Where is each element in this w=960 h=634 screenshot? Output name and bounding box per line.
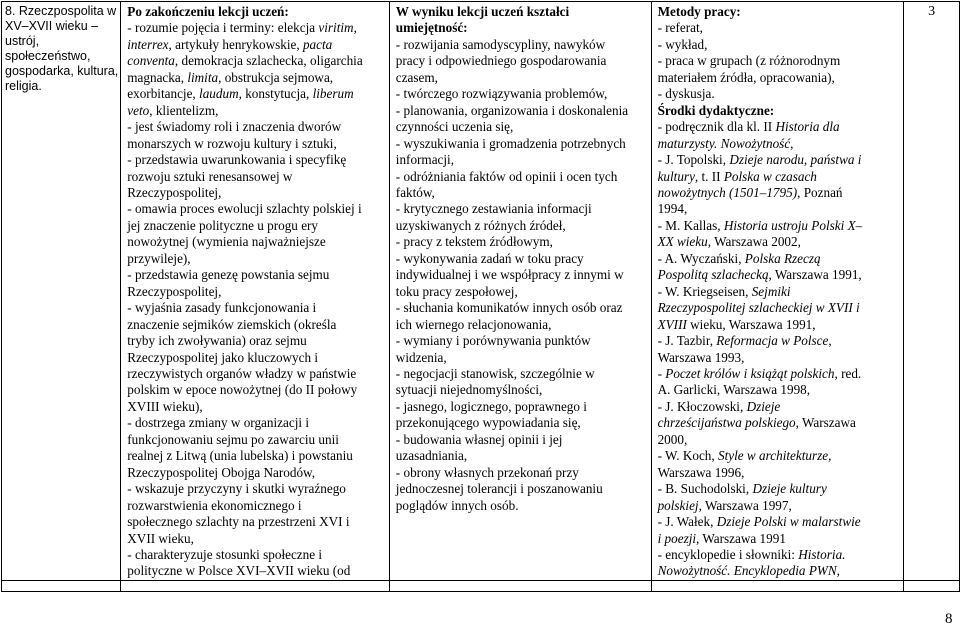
text-segment: rozwarstwienia ekonomicznego i — [127, 497, 302, 513]
text-line — [127, 415, 385, 431]
text-segment: polskiej — [657, 497, 699, 513]
text-segment: , red. — [834, 365, 862, 381]
text-segment: Polska w czasach — [723, 168, 817, 184]
text-segment: - praca w grupach (z różnorodnym — [657, 53, 841, 69]
text-line: uzasadniania, — [395, 448, 468, 464]
text-segment: , — [790, 135, 794, 151]
text-segment: znaczenie sejmików ziemskich (określa — [127, 316, 337, 332]
text-line: faktów, — [395, 184, 435, 200]
text-segment: - — [657, 365, 666, 381]
text-segment: chrześcijaństwa polskiego — [657, 415, 796, 431]
text-line: - rozwijania samodyscypliny, nawyków — [395, 36, 606, 52]
text-line — [127, 333, 385, 349]
text-line — [127, 37, 385, 53]
text-line — [127, 234, 385, 250]
text-segment: polskim w epoce nowożytnej (do II połowy — [127, 382, 358, 398]
text-segment: , klientelizm, — [149, 102, 219, 118]
text-line — [658, 300, 900, 316]
text-line: XV–XVII wieku – — [5, 19, 99, 33]
text-segment: kultury — [657, 168, 695, 184]
text-line — [127, 531, 385, 547]
text-segment: - wyjaśnia zasady funkcjonowania i — [127, 300, 317, 316]
text-segment: interrex — [127, 36, 169, 52]
text-line: - odróżniania faktów od opinii i ocen tych — [395, 168, 618, 184]
text-line: czasem, — [395, 69, 438, 85]
text-segment: - omawia proces ewolucji szlachty polskiej i — [127, 201, 362, 217]
text-segment: viritim — [318, 20, 354, 36]
text-line: przekonującego wypowiadania się, — [395, 415, 581, 431]
text-line — [658, 563, 900, 579]
text-line: - twórczego rozwiązywania problemów, — [395, 86, 608, 102]
text-line — [127, 169, 385, 185]
curriculum-table — [1, 1, 960, 592]
text-line: poglądów innych osób. — [395, 497, 519, 513]
text-segment: Historia dla — [775, 119, 840, 135]
text-line — [658, 547, 900, 563]
methods-heading: Metody pracy: — [657, 4, 741, 19]
text-segment: - J. Wałek, — [657, 514, 717, 530]
text-line — [127, 152, 385, 168]
methods-cell — [651, 2, 904, 581]
text-segment: Rzeczypospolitej szlacheckiej w XVII i — [657, 300, 860, 316]
text-line — [127, 119, 385, 135]
text-segment: Sejmiki — [751, 283, 791, 299]
text-line: ich wiernego relacjonowania, — [395, 316, 552, 332]
text-segment: - B. Suchodolski, — [657, 481, 753, 497]
text-segment: Dzieje narodu, państwa i — [729, 152, 862, 168]
text-line — [658, 531, 900, 547]
outcomes-text — [121, 2, 389, 580]
text-line — [658, 251, 900, 267]
text-segment: - referat, — [657, 20, 703, 36]
text-segment: , — [836, 563, 840, 579]
text-line — [658, 481, 900, 497]
text-segment: jej znaczenie polityczne u progu ery — [127, 217, 319, 233]
text-segment: - J. Kłoczowski, — [657, 398, 747, 414]
empty-cell — [651, 580, 904, 591]
text-line: umiejętność: — [395, 20, 468, 36]
text-segment: - W. Kriegseisen, — [657, 283, 752, 299]
text-segment: funkcjonowaniu sejmu po zawarciu unii — [127, 431, 339, 447]
lesson-count-cell — [904, 2, 960, 581]
text-segment: maturzysty. Nowożytność — [657, 135, 791, 151]
text-line — [658, 399, 900, 415]
text-line: pracy i odpowiedniego gospodarowania — [395, 53, 607, 69]
text-line — [658, 70, 900, 86]
text-line — [127, 563, 385, 579]
text-line — [127, 465, 385, 481]
text-line: - krytycznego zestawiania informacji — [395, 201, 592, 217]
text-segment: - J. Topolski, — [657, 152, 730, 168]
text-line — [658, 350, 900, 366]
text-segment: , Warszawa 2002, — [707, 234, 801, 250]
text-line — [127, 251, 385, 267]
text-segment: conventa — [127, 53, 175, 69]
text-line: 8. Rzeczpospolita w — [5, 4, 117, 18]
text-segment: 2000, — [657, 431, 688, 447]
text-segment: monarszych w rozwoju kultury i sztuki, — [127, 135, 337, 151]
skills-heading — [396, 4, 647, 37]
text-segment: , Warszawa 1991 — [696, 530, 786, 546]
text-segment: XVII wieku, — [127, 530, 194, 546]
text-segment: - dyskusja. — [657, 86, 715, 102]
text-line: - wyszukiwania i gromadzenia potrzebnych — [395, 135, 626, 151]
text-segment: Rzeczypospolitej Obojga Narodów, — [127, 464, 316, 480]
text-line: toku pracy zespołowej, — [395, 283, 518, 299]
methods-text — [652, 2, 904, 580]
text-line — [127, 350, 385, 366]
text-line — [658, 317, 900, 333]
text-segment: , demokracja szlachecka, oligarchia — [174, 53, 363, 69]
text-line — [658, 415, 900, 431]
text-segment: - wskazuje przyczyny i skutki wyraźnego — [127, 481, 346, 497]
text-segment: , Poznań — [797, 184, 843, 200]
text-line: - pracy z tekstem źródłowym, — [395, 234, 553, 250]
text-line — [658, 185, 900, 201]
table-row — [2, 2, 960, 581]
topic-text — [2, 2, 120, 94]
text-segment: , konstytucja, — [238, 86, 313, 102]
text-line — [127, 70, 385, 86]
text-segment: rozwoju sztuki renesansowej w — [127, 168, 293, 184]
text-segment: , Warszawa 1991, — [768, 267, 862, 283]
text-line — [127, 300, 385, 316]
text-segment: wieku, Warszawa 1991, — [686, 316, 816, 332]
text-segment: , — [353, 20, 357, 36]
page-number: 8 — [945, 611, 953, 627]
text-line — [658, 136, 900, 152]
text-line: - wykonywania zadań w toku pracy — [395, 250, 584, 266]
table-row — [2, 580, 960, 591]
text-line — [127, 136, 385, 152]
text-segment: Dzieje kultury — [752, 481, 827, 497]
text-line — [127, 185, 385, 201]
text-segment: Pospolitą szlachecką — [657, 267, 769, 283]
text-segment: Nowożytność. Encyklopedia PWN — [657, 563, 837, 579]
topic-cell — [2, 2, 121, 581]
text-line — [127, 399, 385, 415]
text-line — [658, 53, 900, 69]
text-line — [658, 218, 900, 234]
text-line — [127, 317, 385, 333]
text-line — [658, 201, 900, 217]
text-line — [658, 234, 900, 250]
aids-heading: Środki dydaktyczne: — [657, 102, 775, 118]
text-segment: - rozumie pojęcia i terminy: elekcja — [127, 20, 319, 36]
text-line — [658, 514, 900, 530]
text-line — [127, 267, 385, 283]
text-line — [658, 382, 900, 398]
text-segment: - jest świadomy roli i znaczenia dworów — [127, 119, 342, 135]
text-segment: polityczne w Polsce XVI–XVII wieku (od — [127, 563, 351, 579]
text-line: społeczeństwo, — [5, 49, 91, 63]
text-segment: - dostrzega zmiany w organizacji i — [127, 415, 310, 431]
text-segment: Rzeczypospolitej, — [127, 283, 222, 299]
text-line: sytuacji niejednomyślności, — [395, 382, 543, 398]
text-line — [127, 481, 385, 497]
text-line: - negocjacji stanowisk, szczególnie w — [395, 365, 595, 381]
text-segment: nowożytnej (wymienia najważniejsze — [127, 234, 326, 250]
text-segment: laudum — [199, 86, 239, 102]
text-segment: A. Garlicki, Warszawa 1998, — [657, 382, 811, 398]
text-segment: - przedstawia uwarunkowania i specyfikę — [127, 152, 347, 168]
text-line — [127, 103, 385, 119]
text-segment: , — [828, 333, 832, 349]
text-segment: Style w architekturze — [718, 448, 829, 464]
text-line — [127, 201, 385, 217]
text-line — [658, 152, 900, 168]
text-line — [127, 448, 385, 464]
text-segment: , artykuły henrykowskie, — [168, 36, 303, 52]
text-segment: Dzieje Polski w malarstwie — [716, 514, 861, 530]
text-segment: , t. II — [694, 168, 724, 184]
text-line — [127, 547, 385, 563]
text-segment: , — [828, 448, 832, 464]
text-segment: - podręcznik dla kl. II — [657, 119, 776, 135]
text-line — [658, 448, 900, 464]
skills-text — [390, 2, 651, 514]
text-segment: - encyklopedie i słowniki: — [657, 546, 799, 562]
text-segment: Historia ustroju Polski X– — [723, 217, 863, 233]
empty-cell — [904, 580, 960, 591]
text-segment: - W. Koch, — [657, 448, 718, 464]
text-segment: magnacka, — [127, 69, 188, 85]
text-line — [658, 498, 900, 514]
text-line — [658, 86, 900, 102]
text-segment: - J. Tazbir, — [657, 333, 717, 349]
text-segment: przywileje), — [127, 250, 191, 266]
text-line — [658, 333, 900, 349]
text-segment: - charakteryzuje stosunki społeczne i — [127, 546, 323, 562]
text-segment: XX wieku — [657, 234, 708, 250]
text-segment: Dzieje — [746, 398, 781, 414]
text-line: - jasnego, logicznego, poprawnego i — [395, 398, 587, 414]
text-segment: 1994, — [657, 201, 688, 217]
text-line — [658, 284, 900, 300]
text-line: - budowania własnej opinii i jej — [395, 431, 563, 447]
text-segment: XVIII — [657, 316, 687, 332]
text-segment: Warszawa 1993, — [657, 349, 745, 365]
text-segment: - A. Wyczański, — [657, 250, 745, 266]
outcomes-heading: Po zakończeniu lekcji uczeń: — [127, 4, 289, 19]
text-segment: - M. Kallas, — [657, 217, 724, 233]
text-line — [127, 218, 385, 234]
text-line — [658, 432, 900, 448]
text-line — [658, 465, 900, 481]
text-segment: limita — [187, 69, 219, 85]
text-segment: Rzeczypospolitej jako kluczowych i — [127, 349, 319, 365]
text-line: widzenia, — [395, 349, 447, 365]
text-line — [127, 86, 385, 102]
lesson-count: 3 — [928, 4, 936, 19]
text-line — [127, 366, 385, 382]
empty-cell — [389, 580, 651, 591]
text-line — [658, 169, 900, 185]
text-line — [658, 37, 900, 53]
text-line — [127, 432, 385, 448]
text-segment: realnej z Litwą (unia lubelska) i powstaniu — [127, 448, 353, 464]
text-line — [127, 20, 385, 36]
text-segment: , obstrukcja sejmowa, — [218, 69, 334, 85]
text-line: religia. — [5, 79, 42, 93]
text-segment: liberum — [312, 86, 354, 102]
text-line: indywidualnej i we współpracy z innymi w — [395, 267, 624, 283]
text-line — [127, 514, 385, 530]
text-line — [127, 498, 385, 514]
text-segment: , Warszawa — [795, 415, 856, 431]
text-segment: i poezji — [657, 530, 697, 546]
text-line: W wyniku lekcji uczeń kształci — [395, 4, 570, 19]
text-segment: , Warszawa 1997, — [698, 497, 792, 513]
text-line — [127, 382, 385, 398]
text-line — [658, 119, 900, 135]
empty-cell — [2, 580, 121, 591]
text-line — [658, 366, 900, 382]
text-segment: tryby ich zwoływania) oraz sejmu — [127, 333, 307, 349]
text-line: gospodarka, kultura, — [5, 64, 119, 78]
text-segment: społecznego szlachty na przestrzeni XVI i — [127, 514, 350, 530]
text-segment: - wykład, — [657, 36, 708, 52]
text-line — [127, 53, 385, 69]
text-line — [127, 284, 385, 300]
text-line: informacji, — [395, 152, 455, 168]
text-line: ustrój, — [5, 34, 40, 48]
text-line: jednoczesnej tolerancji i poszanowaniu — [395, 481, 603, 497]
text-segment: rzeczywistych organów władzy w państwie — [127, 365, 357, 381]
skills-cell — [389, 2, 651, 581]
text-segment: - przedstawia genezę powstania sejmu — [127, 267, 330, 283]
text-segment: Poczet królów i książąt polskich — [665, 365, 835, 381]
text-line — [658, 20, 900, 36]
text-line: - obrony własnych przekonań przy — [395, 464, 579, 480]
outcomes-cell — [121, 2, 390, 581]
text-segment: Warszawa 1996, — [657, 464, 745, 480]
text-line: - słuchania komunikatów innych osób oraz — [395, 300, 623, 316]
text-segment: Historia. — [798, 546, 846, 562]
text-segment: XVIII wieku), — [127, 398, 203, 414]
text-segment: veto — [127, 102, 150, 118]
text-segment: pacta — [302, 36, 333, 52]
empty-cell — [121, 580, 390, 591]
text-segment: Reformacja w Polsce — [716, 333, 829, 349]
text-line: uzyskiwanych z różnych źródeł, — [395, 217, 566, 233]
text-line: czynności uczenia się, — [395, 119, 514, 135]
text-line — [658, 267, 900, 283]
text-segment: exorbitancje, — [127, 86, 200, 102]
text-segment: nowożytnych (1501–1795) — [657, 184, 798, 200]
text-line: - planowania, organizowania i doskonalenia — [395, 102, 629, 118]
text-segment: materiałem źródła, opracowania), — [657, 69, 835, 85]
text-line: - wymiany i porównywania punktów — [395, 333, 591, 349]
text-segment: Polska Rzeczą — [744, 250, 821, 266]
text-segment: Rzeczypospolitej, — [127, 184, 222, 200]
